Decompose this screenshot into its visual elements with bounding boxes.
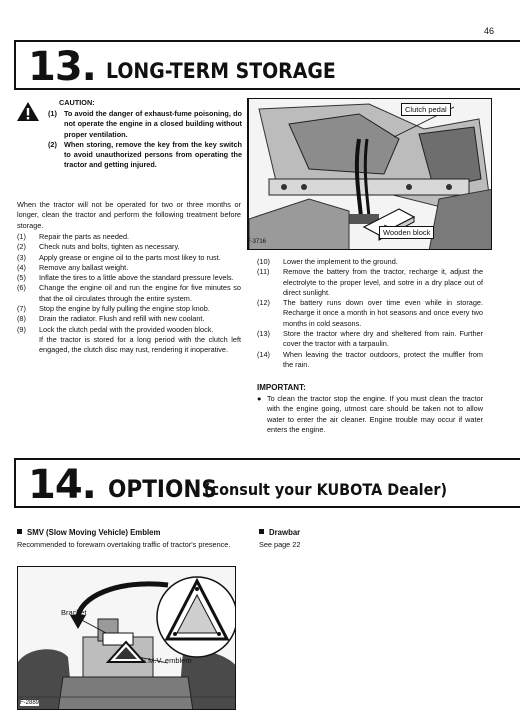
- smv-emblem-illustration: [18, 567, 236, 710]
- step-item: (4) Remove any ballast weight.: [17, 262, 129, 272]
- step-item: (8) Drain the radiator. Flush and refill with new coolant.: [17, 314, 205, 324]
- clutch-pedal-illustration: [249, 99, 492, 250]
- clutch-figure: [247, 98, 492, 250]
- step-item: (2) Check nuts and bolts, tighten as necessary.: [17, 242, 180, 252]
- step-item: (14) When leaving the tractor outdoors, protect the muffler from the rain.: [257, 349, 483, 369]
- section-14-subtitle: (consult your KUBOTA Dealer): [204, 480, 448, 499]
- step-item: (9) Lock the clutch pedal with the provided wooden block.: [17, 324, 214, 334]
- smv-figure-id: F-2889: [20, 700, 40, 706]
- caution-item: (1) To avoid the danger of exhaust-fume poisoning, do not operate the engine in a closed building without proper ventilation.: [48, 109, 242, 139]
- section-13-header: [14, 40, 520, 90]
- step-item: (12) The battery runs down over time even while in storage. Recharge it once a month in hot seasons and once every two months in cold seasons.: [257, 298, 483, 328]
- bullet-icon: ●: [257, 394, 262, 403]
- step-item: (1) Repair the parts as needed.: [17, 232, 130, 241]
- square-bullet-icon: [17, 529, 22, 534]
- bracket-label: Bracket: [61, 608, 87, 617]
- caution-item: (2) When storing, remove the key from the key switch to avoid unauthorized persons from operating the tractor and getting injured.: [48, 139, 242, 170]
- section-14-number: 14.: [28, 462, 96, 508]
- important-heading: IMPORTANT:: [257, 383, 306, 392]
- step-item: (3) Apply grease or engine oil to the parts most likey to rust.: [17, 252, 221, 262]
- storage-steps-left: [17, 232, 241, 356]
- step-item: (10) Lower the implement to the ground.: [257, 257, 398, 266]
- wooden-block-label: Wooden block: [379, 226, 434, 239]
- smv-heading: SMV (Slow Moving Vehicle) Emblem: [27, 528, 161, 537]
- smv-figure: [17, 566, 236, 710]
- section-14-title: OPTIONS: [108, 475, 217, 503]
- step-item: (6) Change the engine oil and run the engine for five minutes so that the oil circulates through the entire system.: [17, 283, 241, 303]
- step-item: (13) Store the tractor where dry and sheltered from rain. Further cover the tractor with a tarpaulin.: [257, 329, 483, 349]
- caution-list: [48, 109, 242, 171]
- step-item: (7) Stop the engine by fully pulling the engine stop knob.: [17, 304, 210, 314]
- storage-steps-right: [257, 257, 483, 370]
- clutch-pedal-label: Clutch pedal: [401, 103, 451, 116]
- caution-heading: CAUTION:: [59, 98, 95, 107]
- page-number: 46: [483, 26, 494, 36]
- figure-id: F-3716: [247, 239, 267, 245]
- section-13-title: LONG-TERM STORAGE: [106, 59, 336, 83]
- important-text-block: [257, 394, 483, 435]
- smv-text: Recommended to forewarn overtaking traffic of tractor's presence.: [17, 540, 231, 549]
- important-text: To clean the tractor stop the engine. If you must clean the tractor with the engine going, utmost care should be taken not to allow water to enter the air cleaner. Engine trouble may occur if water enters the engine.: [267, 394, 483, 434]
- section-14-header: [14, 458, 520, 508]
- drawbar-text: See page 22: [259, 540, 301, 549]
- storage-note: If the tractor is stored for a long period with the clutch left engaged, the clutch disc may rust, rendering it inoperative.: [39, 334, 241, 355]
- smv-emblem-label: S.M.V. emblem: [141, 656, 192, 665]
- section-13-number: 13.: [28, 44, 96, 90]
- storage-intro: When the tractor will not be operated for two or three months or longer, clean the tractor and perform the following treatment before storage.: [17, 200, 241, 230]
- drawbar-heading-row: [259, 528, 300, 538]
- step-item: (5) Inflate the tires to a little above the standard pressure levels.: [17, 273, 234, 283]
- square-bullet-icon: [259, 529, 264, 534]
- smv-heading-row: [17, 528, 160, 538]
- warning-icon: [16, 101, 40, 122]
- drawbar-heading: Drawbar: [269, 528, 301, 537]
- step-item: (11) Remove the battery from the tractor, recharge it, adjust the electrolyte to the proper level, and sotre in a dry place out of direct sunlight.: [257, 267, 483, 297]
